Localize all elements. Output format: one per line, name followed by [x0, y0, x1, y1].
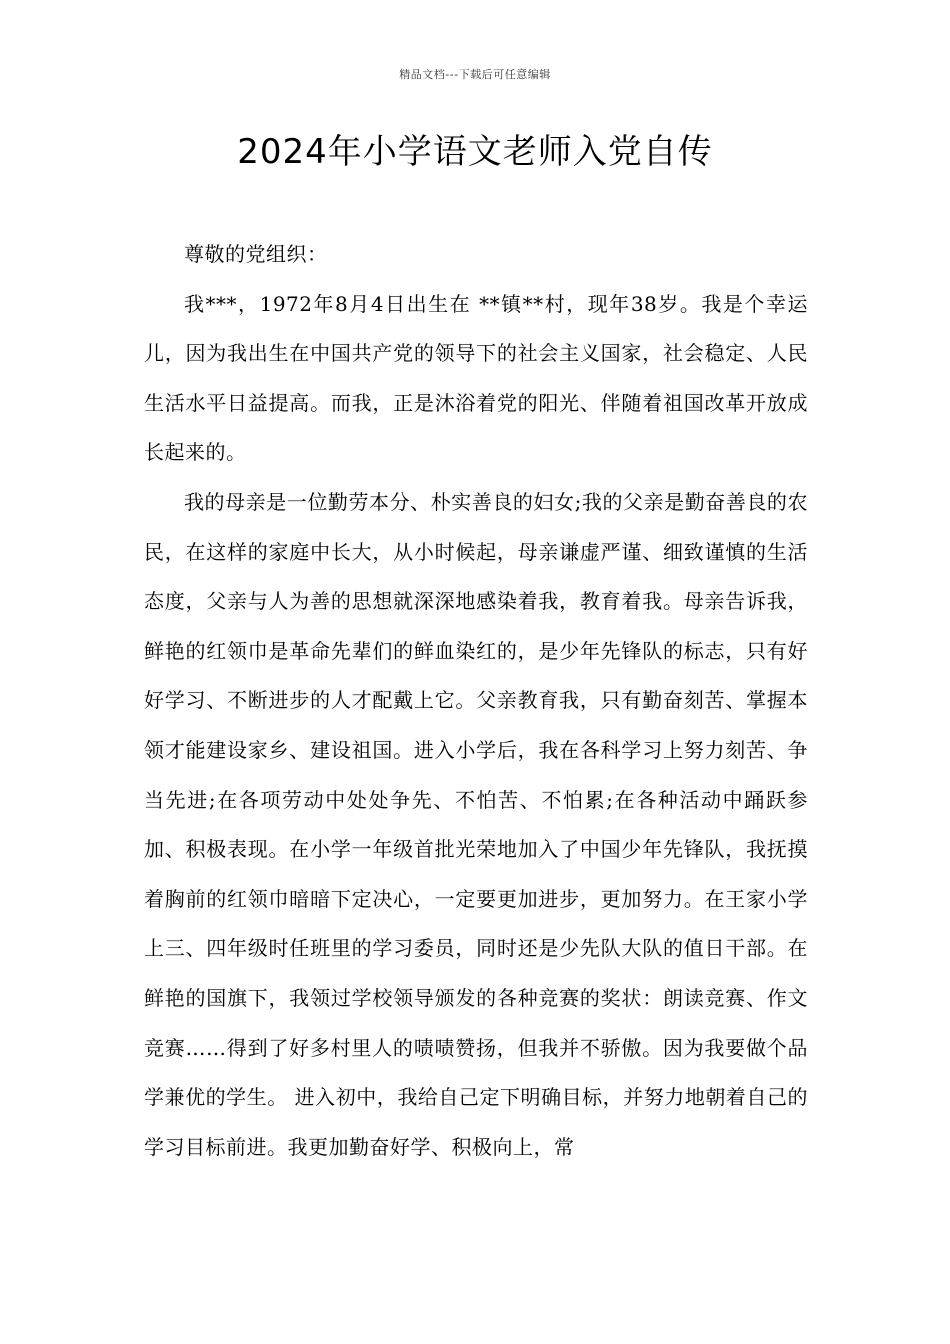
- header-note: 精品文档---下载后可任意编辑: [399, 68, 551, 81]
- salutation: 尊敬的党组织：: [184, 242, 328, 266]
- paragraph-1: 我***，1972年8月4日出生在 **镇**村，现年38岁。我是个幸运儿，因为我出生在中国共产党的领导下的社会主义国家，社会稳定、人民生活水平日益提高。而我，正是沐浴着党的阳光、伴随着祖国改革开放成长起来的。: [144, 291, 808, 465]
- document-title: 2024年小学语文老师入党自传: [237, 132, 713, 172]
- document-body: [144, 230, 808, 1172]
- paragraph-2: 我的母亲是一位勤劳本分、朴实善良的妇女;我的父亲是勤奋善良的农民，在这样的家庭中长大，从小时候起，母亲谦虚严谨、细致谨慎的生活态度，父亲与人为善的思想就深深地感染着我，教育着我。母亲告诉我，鲜艳的红领巾是革命先辈们的鲜血染红的，是少年先锋队的标志，只有好好学习、不断进步的人才配戴上它。父亲教育我，只有勤奋刻苦、掌握本领才能建设家乡、建设祖国。进入小学后，我在各科学习上努力刻苦、争当先进;在各项劳动中处处争先、不怕苦、不怕累;在各种活动中踊跃参加、积极表现。在小学一年级首批光荣地加入了中国少年先锋队，我抚摸着胸前的红领巾暗暗下定决心，一定要更加进步，更加努力。在王家小学上三、四年级时任班里的学习委员，同时还是少先队大队的值日干部。在鲜艳的国旗下，我领过学校领导颁发的各种竞赛的奖状：朗读竞赛、作文竞赛……得到了好多村里人的啧啧赞扬，但我并不骄傲。因为我要做个品学兼优的学生。 进入初中，我给自己定下明确目标，并努力地朝着自己的学习目标前进。我更加勤奋好学、积极向上，常: [144, 489, 808, 1159]
